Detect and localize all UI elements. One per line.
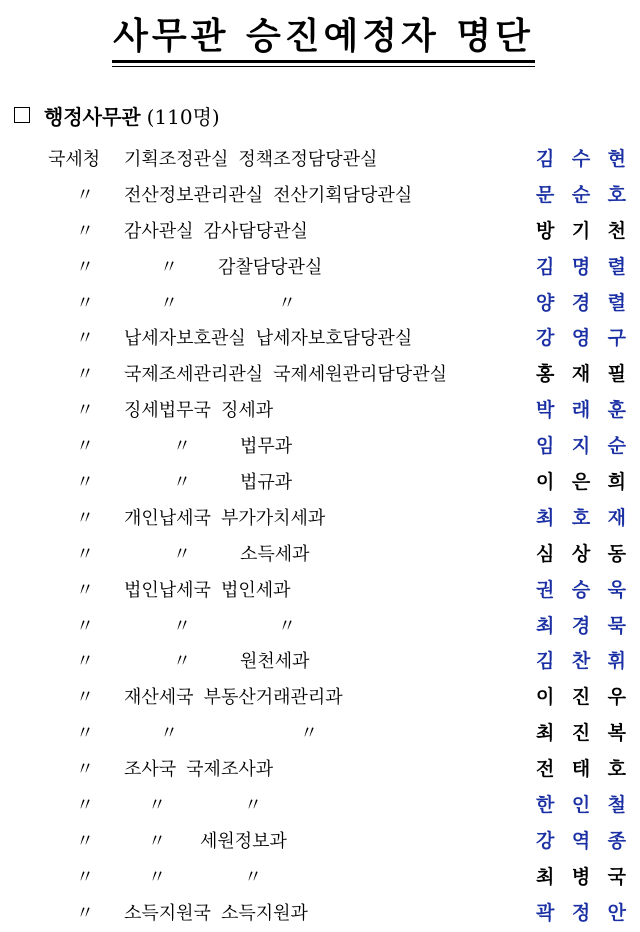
ditto-mark-org: 〃 bbox=[76, 651, 92, 673]
page-title-wrap bbox=[112, 14, 535, 58]
ditto-mark-bureau: 〃 bbox=[160, 256, 176, 278]
ditto-mark-bureau: 〃 bbox=[173, 615, 189, 637]
list-item bbox=[0, 321, 640, 357]
bureau-name: 감사관실 bbox=[124, 220, 194, 242]
bureau-name: 납세자보호관실 bbox=[124, 328, 246, 350]
person-name: 이 진 우 bbox=[536, 686, 626, 709]
ditto-mark-bureau: 〃 bbox=[173, 436, 189, 458]
list-item bbox=[0, 357, 640, 393]
dept-name: 정책조정담당관실 bbox=[238, 149, 378, 170]
person-name: 최 경 묵 bbox=[536, 614, 626, 637]
title-underline-thin bbox=[112, 66, 535, 67]
ditto-mark-org: 〃 bbox=[76, 184, 92, 206]
org-name: 국세청 bbox=[48, 149, 101, 170]
ditto-mark-bureau: 〃 bbox=[148, 830, 164, 852]
ditto-mark-dept: 〃 bbox=[278, 292, 294, 314]
dept-name: 징세과 bbox=[220, 400, 274, 422]
bureau-name: 법인납세국 bbox=[124, 579, 211, 601]
person-name: 최 호 재 bbox=[536, 506, 626, 529]
ditto-mark-org: 〃 bbox=[76, 795, 92, 817]
list-item bbox=[0, 393, 640, 429]
person-name: 양 경 렬 bbox=[536, 291, 626, 314]
ditto-mark-org: 〃 bbox=[76, 364, 92, 386]
section-header bbox=[14, 100, 220, 130]
ditto-mark-org: 〃 bbox=[76, 866, 92, 888]
title-underline-thick bbox=[112, 60, 535, 63]
list-item bbox=[0, 644, 640, 680]
ditto-mark-org: 〃 bbox=[76, 830, 92, 852]
dept-name: 국제세원관리담당관실 bbox=[273, 364, 447, 386]
ditto-mark-org: 〃 bbox=[76, 759, 92, 781]
list-item bbox=[0, 537, 640, 573]
ditto-mark-org: 〃 bbox=[76, 400, 92, 422]
bureau-name: 개인납세국 bbox=[124, 507, 211, 529]
bureau-name: 전산정보관리관실 bbox=[124, 184, 264, 206]
dept-name: 부가가치세과 bbox=[220, 507, 326, 529]
ditto-mark-bureau: 〃 bbox=[173, 651, 189, 673]
person-name: 김 찬 휘 bbox=[536, 650, 626, 673]
list-item bbox=[0, 501, 640, 537]
list-item bbox=[0, 752, 640, 788]
bureau-name: 조사국 bbox=[124, 759, 177, 781]
person-name: 홍 재 필 bbox=[536, 363, 626, 386]
bureau-name: 기획조정관실 bbox=[124, 149, 229, 170]
person-name: 권 승 욱 bbox=[536, 578, 626, 601]
ditto-mark-org: 〃 bbox=[76, 472, 92, 494]
person-name: 김 수 현 bbox=[536, 148, 626, 170]
ditto-mark-org: 〃 bbox=[76, 220, 92, 242]
list-item bbox=[0, 250, 640, 286]
dept-name: 법무과 bbox=[240, 436, 293, 458]
dept-name: 소득지원과 bbox=[220, 902, 308, 924]
ditto-mark-org: 〃 bbox=[76, 292, 92, 314]
ditto-mark-bureau: 〃 bbox=[160, 723, 176, 745]
ditto-mark-org: 〃 bbox=[76, 436, 92, 458]
ditto-mark-dept: 〃 bbox=[278, 615, 294, 637]
list-item bbox=[0, 286, 640, 322]
ditto-mark-dept: 〃 bbox=[300, 723, 316, 745]
bureau-name: 징세법무국 bbox=[124, 400, 211, 422]
dept-name: 국제조사과 bbox=[186, 759, 274, 781]
person-name: 최 병 국 bbox=[536, 865, 626, 888]
ditto-mark-dept: 〃 bbox=[244, 795, 260, 817]
dept-name: 소득세과 bbox=[240, 543, 310, 565]
person-name: 전 태 호 bbox=[536, 758, 626, 781]
person-name: 김 명 렬 bbox=[536, 255, 626, 278]
person-name: 방 기 천 bbox=[536, 219, 626, 242]
checkbox-square-icon bbox=[14, 107, 30, 123]
person-name: 박 래 훈 bbox=[536, 399, 626, 422]
section-name: 행정사무관 bbox=[44, 104, 141, 129]
list-item bbox=[0, 142, 640, 178]
list-item bbox=[0, 896, 640, 932]
list-item bbox=[0, 860, 640, 896]
dept-name: 부동산거래관리과 bbox=[203, 687, 343, 709]
person-name: 문 순 호 bbox=[536, 183, 626, 206]
person-name: 강 영 구 bbox=[536, 327, 626, 350]
dept-name: 세원정보과 bbox=[200, 830, 287, 852]
dept-name: 법규과 bbox=[240, 472, 293, 494]
person-name: 강 역 종 bbox=[536, 829, 626, 852]
dept-name: 납세자보호담당관실 bbox=[255, 328, 413, 350]
dept-name: 전산기획담당관실 bbox=[273, 184, 413, 206]
dept-name: 법인세과 bbox=[220, 579, 291, 601]
ditto-mark-org: 〃 bbox=[76, 902, 92, 924]
bureau-name: 소득지원국 bbox=[124, 902, 211, 924]
list-item bbox=[0, 680, 640, 716]
ditto-mark-org: 〃 bbox=[76, 615, 92, 637]
page-title: 사무관 승진예정자 명단 bbox=[113, 15, 534, 57]
ditto-mark-bureau: 〃 bbox=[148, 866, 164, 888]
ditto-mark-org: 〃 bbox=[76, 723, 92, 745]
person-name: 임 지 순 bbox=[536, 435, 626, 458]
ditto-mark-org: 〃 bbox=[76, 543, 92, 565]
ditto-mark-org: 〃 bbox=[76, 507, 92, 529]
bureau-name: 국제조세관리관실 bbox=[124, 364, 264, 386]
list-item bbox=[0, 429, 640, 465]
promotion-list bbox=[0, 142, 640, 932]
list-item bbox=[0, 609, 640, 645]
dept-name: 감찰담당관실 bbox=[218, 256, 323, 278]
ditto-mark-dept: 〃 bbox=[244, 866, 260, 888]
person-name: 최 진 복 bbox=[536, 722, 626, 745]
person-name: 곽 정 안 bbox=[536, 901, 626, 924]
ditto-mark-bureau: 〃 bbox=[148, 795, 164, 817]
ditto-mark-org: 〃 bbox=[76, 579, 92, 601]
list-item bbox=[0, 214, 640, 250]
bureau-name: 재산세국 bbox=[124, 687, 194, 709]
dept-name: 원천세과 bbox=[240, 651, 310, 673]
dept-name: 감사담당관실 bbox=[203, 220, 308, 242]
person-name: 한 인 철 bbox=[536, 794, 626, 817]
ditto-mark-bureau: 〃 bbox=[173, 543, 189, 565]
ditto-mark-org: 〃 bbox=[76, 256, 92, 278]
section-count: (110명) bbox=[146, 104, 220, 129]
person-name: 심 상 동 bbox=[536, 542, 626, 565]
list-item bbox=[0, 788, 640, 824]
ditto-mark-org: 〃 bbox=[76, 687, 92, 709]
list-item bbox=[0, 824, 640, 860]
list-item bbox=[0, 716, 640, 752]
person-name: 이 은 희 bbox=[536, 471, 626, 494]
ditto-mark-bureau: 〃 bbox=[173, 472, 189, 494]
list-item bbox=[0, 573, 640, 609]
list-item bbox=[0, 465, 640, 501]
list-item bbox=[0, 178, 640, 214]
ditto-mark-org: 〃 bbox=[76, 328, 92, 350]
ditto-mark-bureau: 〃 bbox=[160, 292, 176, 314]
